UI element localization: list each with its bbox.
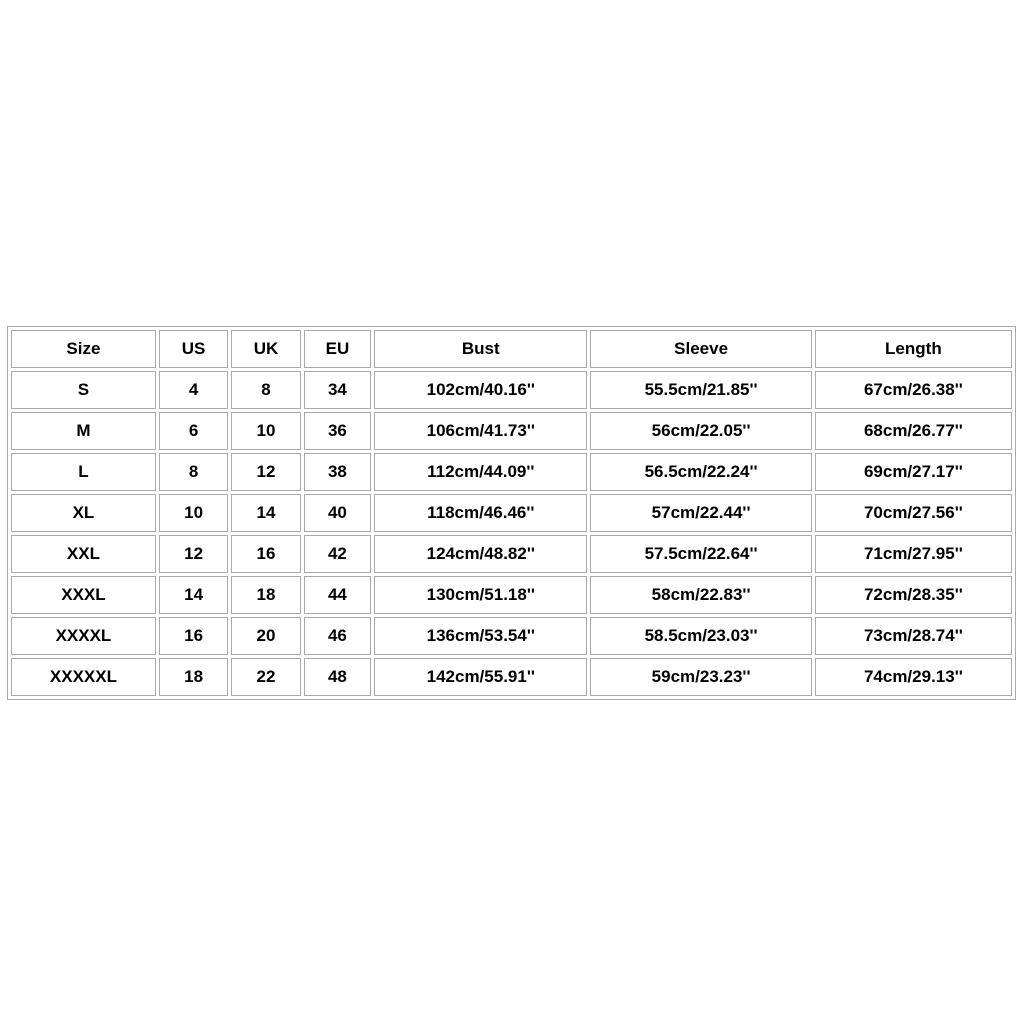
cell-us: 10 — [159, 494, 228, 532]
cell-us: 4 — [159, 371, 228, 409]
cell-size: XXXXL — [11, 617, 156, 655]
cell-uk: 18 — [231, 576, 300, 614]
header-us: US — [159, 330, 228, 368]
cell-bust: 106cm/41.73'' — [374, 412, 587, 450]
cell-eu: 46 — [304, 617, 371, 655]
cell-uk: 8 — [231, 371, 300, 409]
cell-eu: 48 — [304, 658, 371, 696]
table-row — [11, 371, 1012, 409]
cell-us: 16 — [159, 617, 228, 655]
header-size: Size — [11, 330, 156, 368]
size-chart-table — [7, 326, 1016, 700]
table-row — [11, 535, 1012, 573]
cell-us: 14 — [159, 576, 228, 614]
cell-length: 67cm/26.38'' — [815, 371, 1012, 409]
table-row — [11, 617, 1012, 655]
cell-sleeve: 56cm/22.05'' — [590, 412, 811, 450]
cell-sleeve: 57.5cm/22.64'' — [590, 535, 811, 573]
header-row — [11, 330, 1012, 368]
cell-eu: 42 — [304, 535, 371, 573]
cell-sleeve: 58.5cm/23.03'' — [590, 617, 811, 655]
cell-size: XXL — [11, 535, 156, 573]
table-row — [11, 494, 1012, 532]
cell-eu: 44 — [304, 576, 371, 614]
cell-bust: 118cm/46.46'' — [374, 494, 587, 532]
cell-bust: 136cm/53.54'' — [374, 617, 587, 655]
cell-length: 69cm/27.17'' — [815, 453, 1012, 491]
cell-us: 18 — [159, 658, 228, 696]
cell-eu: 36 — [304, 412, 371, 450]
header-length: Length — [815, 330, 1012, 368]
cell-us: 6 — [159, 412, 228, 450]
header-eu: EU — [304, 330, 371, 368]
cell-size: XL — [11, 494, 156, 532]
cell-size: S — [11, 371, 156, 409]
header-uk: UK — [231, 330, 300, 368]
cell-sleeve: 57cm/22.44'' — [590, 494, 811, 532]
cell-size: L — [11, 453, 156, 491]
table-row — [11, 576, 1012, 614]
header-sleeve: Sleeve — [590, 330, 811, 368]
cell-length: 68cm/26.77'' — [815, 412, 1012, 450]
cell-sleeve: 59cm/23.23'' — [590, 658, 811, 696]
cell-uk: 22 — [231, 658, 300, 696]
cell-eu: 38 — [304, 453, 371, 491]
cell-us: 12 — [159, 535, 228, 573]
table-row — [11, 453, 1012, 491]
cell-sleeve: 55.5cm/21.85'' — [590, 371, 811, 409]
cell-eu: 34 — [304, 371, 371, 409]
cell-bust: 142cm/55.91'' — [374, 658, 587, 696]
cell-size: XXXXXL — [11, 658, 156, 696]
header-bust: Bust — [374, 330, 587, 368]
cell-uk: 20 — [231, 617, 300, 655]
cell-bust: 102cm/40.16'' — [374, 371, 587, 409]
cell-uk: 10 — [231, 412, 300, 450]
cell-bust: 130cm/51.18'' — [374, 576, 587, 614]
cell-bust: 124cm/48.82'' — [374, 535, 587, 573]
table-row — [11, 412, 1012, 450]
cell-uk: 16 — [231, 535, 300, 573]
cell-length: 72cm/28.35'' — [815, 576, 1012, 614]
cell-uk: 14 — [231, 494, 300, 532]
cell-size: XXXL — [11, 576, 156, 614]
cell-length: 70cm/27.56'' — [815, 494, 1012, 532]
table-row — [11, 658, 1012, 696]
cell-bust: 112cm/44.09'' — [374, 453, 587, 491]
cell-uk: 12 — [231, 453, 300, 491]
cell-us: 8 — [159, 453, 228, 491]
cell-sleeve: 56.5cm/22.24'' — [590, 453, 811, 491]
cell-size: M — [11, 412, 156, 450]
cell-length: 71cm/27.95'' — [815, 535, 1012, 573]
cell-sleeve: 58cm/22.83'' — [590, 576, 811, 614]
cell-length: 74cm/29.13'' — [815, 658, 1012, 696]
cell-length: 73cm/28.74'' — [815, 617, 1012, 655]
cell-eu: 40 — [304, 494, 371, 532]
